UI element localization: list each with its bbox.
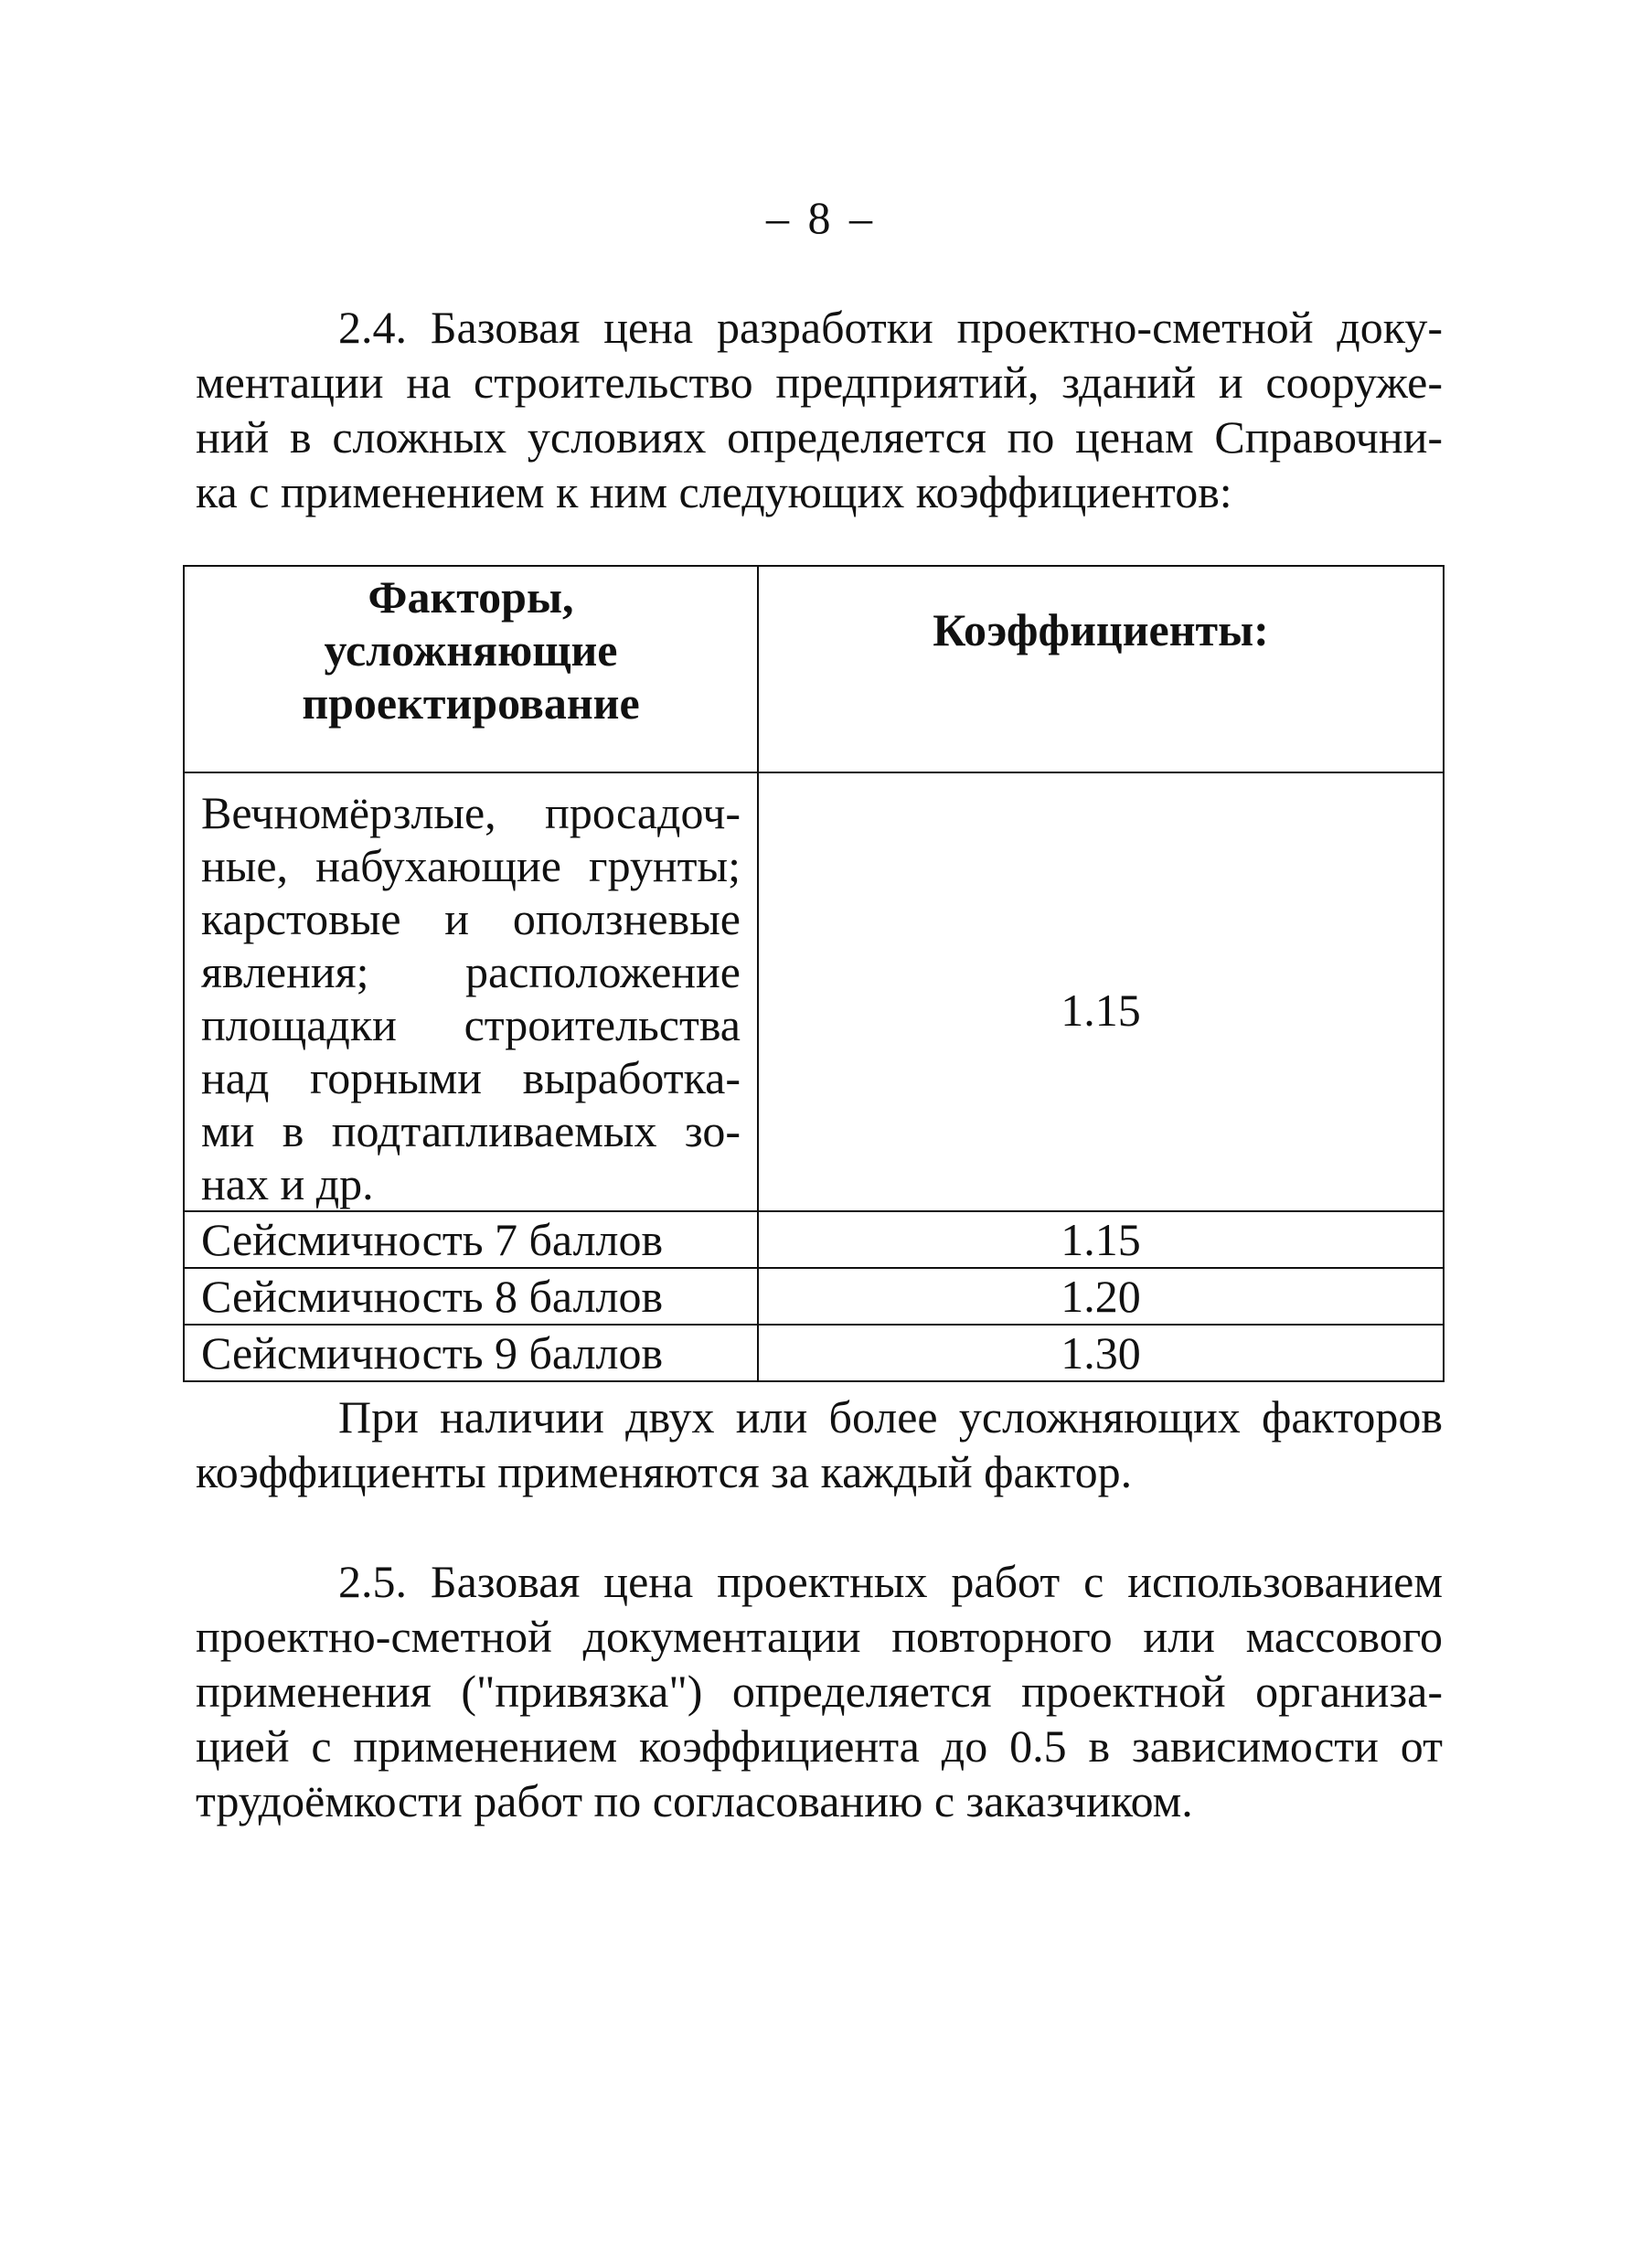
table-row [184,772,1444,1211]
factor-line: карстовые и оползневые [201,893,741,944]
factor-line: нах и др. [201,1158,374,1209]
paragraph-line: 2.4. Базовая цена разработки проектно-сметной доку- [338,302,1443,353]
paragraph-line: цией с применением коэффициента до 0.5 в зависимости от [196,1720,1443,1772]
paragraph-line: проектно-сметной документации повторного или массового [196,1611,1443,1662]
coefficient-cell: 1.15 [758,772,1444,1211]
factor-line: над горными выработка- [201,1052,741,1103]
header-factors [184,566,758,772]
paragraph-line: применения ("привязка") определяется проектной организа- [196,1666,1443,1717]
coefficient-cell: 1.15 [758,1211,1444,1268]
coefficient-cell: 1.20 [758,1268,1444,1325]
paragraph-note [196,1390,1443,1499]
paragraph-line: ний в сложных условиях определяется по ценам Справочни- [196,411,1443,463]
paragraph-2-4 [196,300,1443,519]
factor-cell: Сейсмичность 7 баллов [184,1211,758,1268]
paragraph-line: ка с применением к ним следующих коэффициентов: [196,466,1232,517]
header-coefficients: Коэффициенты: [758,566,1444,772]
factor-cell [184,772,758,1211]
table-row [184,1325,1444,1381]
factor-cell: Сейсмичность 8 баллов [184,1268,758,1325]
header-factors-line: усложняющие [324,624,618,676]
table-row [184,1211,1444,1268]
paragraph-line: ментации на строительство предприятий, зданий и сооруже- [196,357,1443,408]
factor-line: площадки строительства [201,999,741,1050]
paragraph-line: коэффициенты применяются за каждый фактор. [196,1446,1133,1497]
paragraph-2-5 [196,1554,1443,1828]
header-factors-line: проектирование [302,677,640,729]
header-factors-line: Факторы, [368,571,574,623]
factor-cell: Сейсмичность 9 баллов [184,1325,758,1381]
paragraph-line: 2.5. Базовая цена проектных работ с использованием [338,1556,1443,1607]
coefficient-cell: 1.30 [758,1325,1444,1381]
paragraph-line: При наличии двух или более усложняющих факторов [338,1391,1443,1443]
table-row [184,1268,1444,1325]
table-header-row [184,566,1444,772]
paragraph-line: трудоёмкости работ по согласованию с заказчиком. [196,1775,1193,1826]
factor-line: ные, набухающие грунты; [201,840,741,891]
factor-line: ми в подтапливаемых зо- [201,1105,741,1156]
factor-line: явления; расположение [201,946,741,997]
page-number: – 8 – [766,192,876,243]
factor-line: Вечномёрзлые, просадоч- [201,787,741,838]
coefficients-table [183,565,1445,1382]
